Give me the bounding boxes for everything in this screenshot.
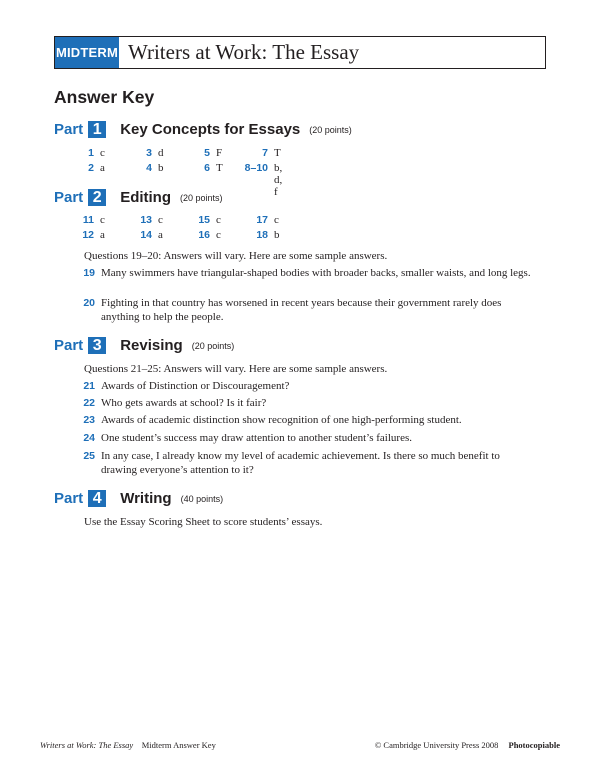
sample-answer: [54, 296, 538, 324]
answer-text: Awards of Distinction or Discouragement?: [101, 380, 290, 392]
part-title: Writing: [120, 490, 172, 507]
page-footer: [40, 740, 560, 750]
answer-text: Awards of academic distinction show recognition of one high-performing student.: [101, 414, 462, 426]
exam-header: [54, 36, 546, 69]
part-2-heading: [54, 189, 223, 206]
part-points: (20 points): [309, 124, 352, 135]
part-4-heading: [54, 490, 223, 507]
footer-book-title: Writers at Work: The Essay: [40, 740, 134, 750]
question-number: 25: [83, 450, 95, 462]
part-label: Part: [54, 189, 84, 206]
part-number-badge: 3: [88, 337, 106, 354]
footer-photocopiable: Photocopiable: [508, 740, 560, 750]
question-number: 19: [83, 267, 95, 279]
midterm-badge: MIDTERM: [55, 37, 119, 68]
sample-answer: [54, 449, 538, 477]
part-3-heading: [54, 337, 234, 354]
sample-answer: [54, 266, 538, 280]
footer-section: Midterm Answer Key: [141, 740, 216, 750]
part-number-badge: 1: [88, 121, 106, 138]
part-points: (20 points): [180, 192, 223, 203]
part-title: Editing: [120, 189, 172, 206]
answer-text: Who gets awards at school? Is it fair?: [101, 397, 267, 409]
sample-answer: [54, 379, 538, 393]
question-number: 21: [83, 380, 95, 392]
question-number: 20: [83, 297, 95, 309]
part-number-badge: 4: [88, 490, 106, 507]
sample-answer: [54, 396, 538, 410]
question-number: 23: [83, 414, 95, 426]
part-4-instructions: Use the Essay Scoring Sheet to score students’ essays.: [84, 516, 323, 528]
part-title: Key Concepts for Essays: [120, 121, 301, 138]
part-1-heading: [54, 121, 352, 138]
answer-text: One student’s success may draw attention to another student’s failures.: [101, 432, 412, 444]
answer-text: In any case, I already know my level of academic achievement. Is there so much benefit to drawing everyone’s attention to it?: [101, 450, 500, 476]
part-points: (40 points): [180, 493, 224, 504]
question-number: 22: [83, 397, 95, 409]
part-label: Part: [54, 337, 84, 354]
answer-key-heading: Answer Key: [54, 87, 155, 107]
part-points: (20 points): [191, 340, 235, 351]
answer-text: Fighting in that country has worsened in recent years because their government rarely does anything to help the people.: [101, 297, 502, 323]
footer-left: [40, 740, 216, 750]
part-number-badge: 2: [88, 189, 106, 206]
part-label: Part: [54, 490, 84, 507]
part-3-note: Questions 21–25: Answers will vary. Here are some sample answers.: [84, 363, 388, 375]
sample-answer: [54, 431, 538, 445]
part-title: Revising: [120, 337, 183, 354]
question-number: 24: [83, 432, 95, 444]
footer-right: [375, 740, 560, 750]
document-title: Writers at Work: The Essay: [128, 40, 360, 64]
answer-text: Many swimmers have triangular-shaped bodies with broader backs, smaller waists, and long legs.: [101, 267, 531, 279]
part-2-note: Questions 19–20: Answers will vary. Here are some sample answers.: [84, 250, 388, 262]
footer-copyright: © Cambridge University Press 2008: [374, 740, 499, 750]
sample-answer: [54, 413, 538, 427]
part-label: Part: [54, 121, 84, 138]
